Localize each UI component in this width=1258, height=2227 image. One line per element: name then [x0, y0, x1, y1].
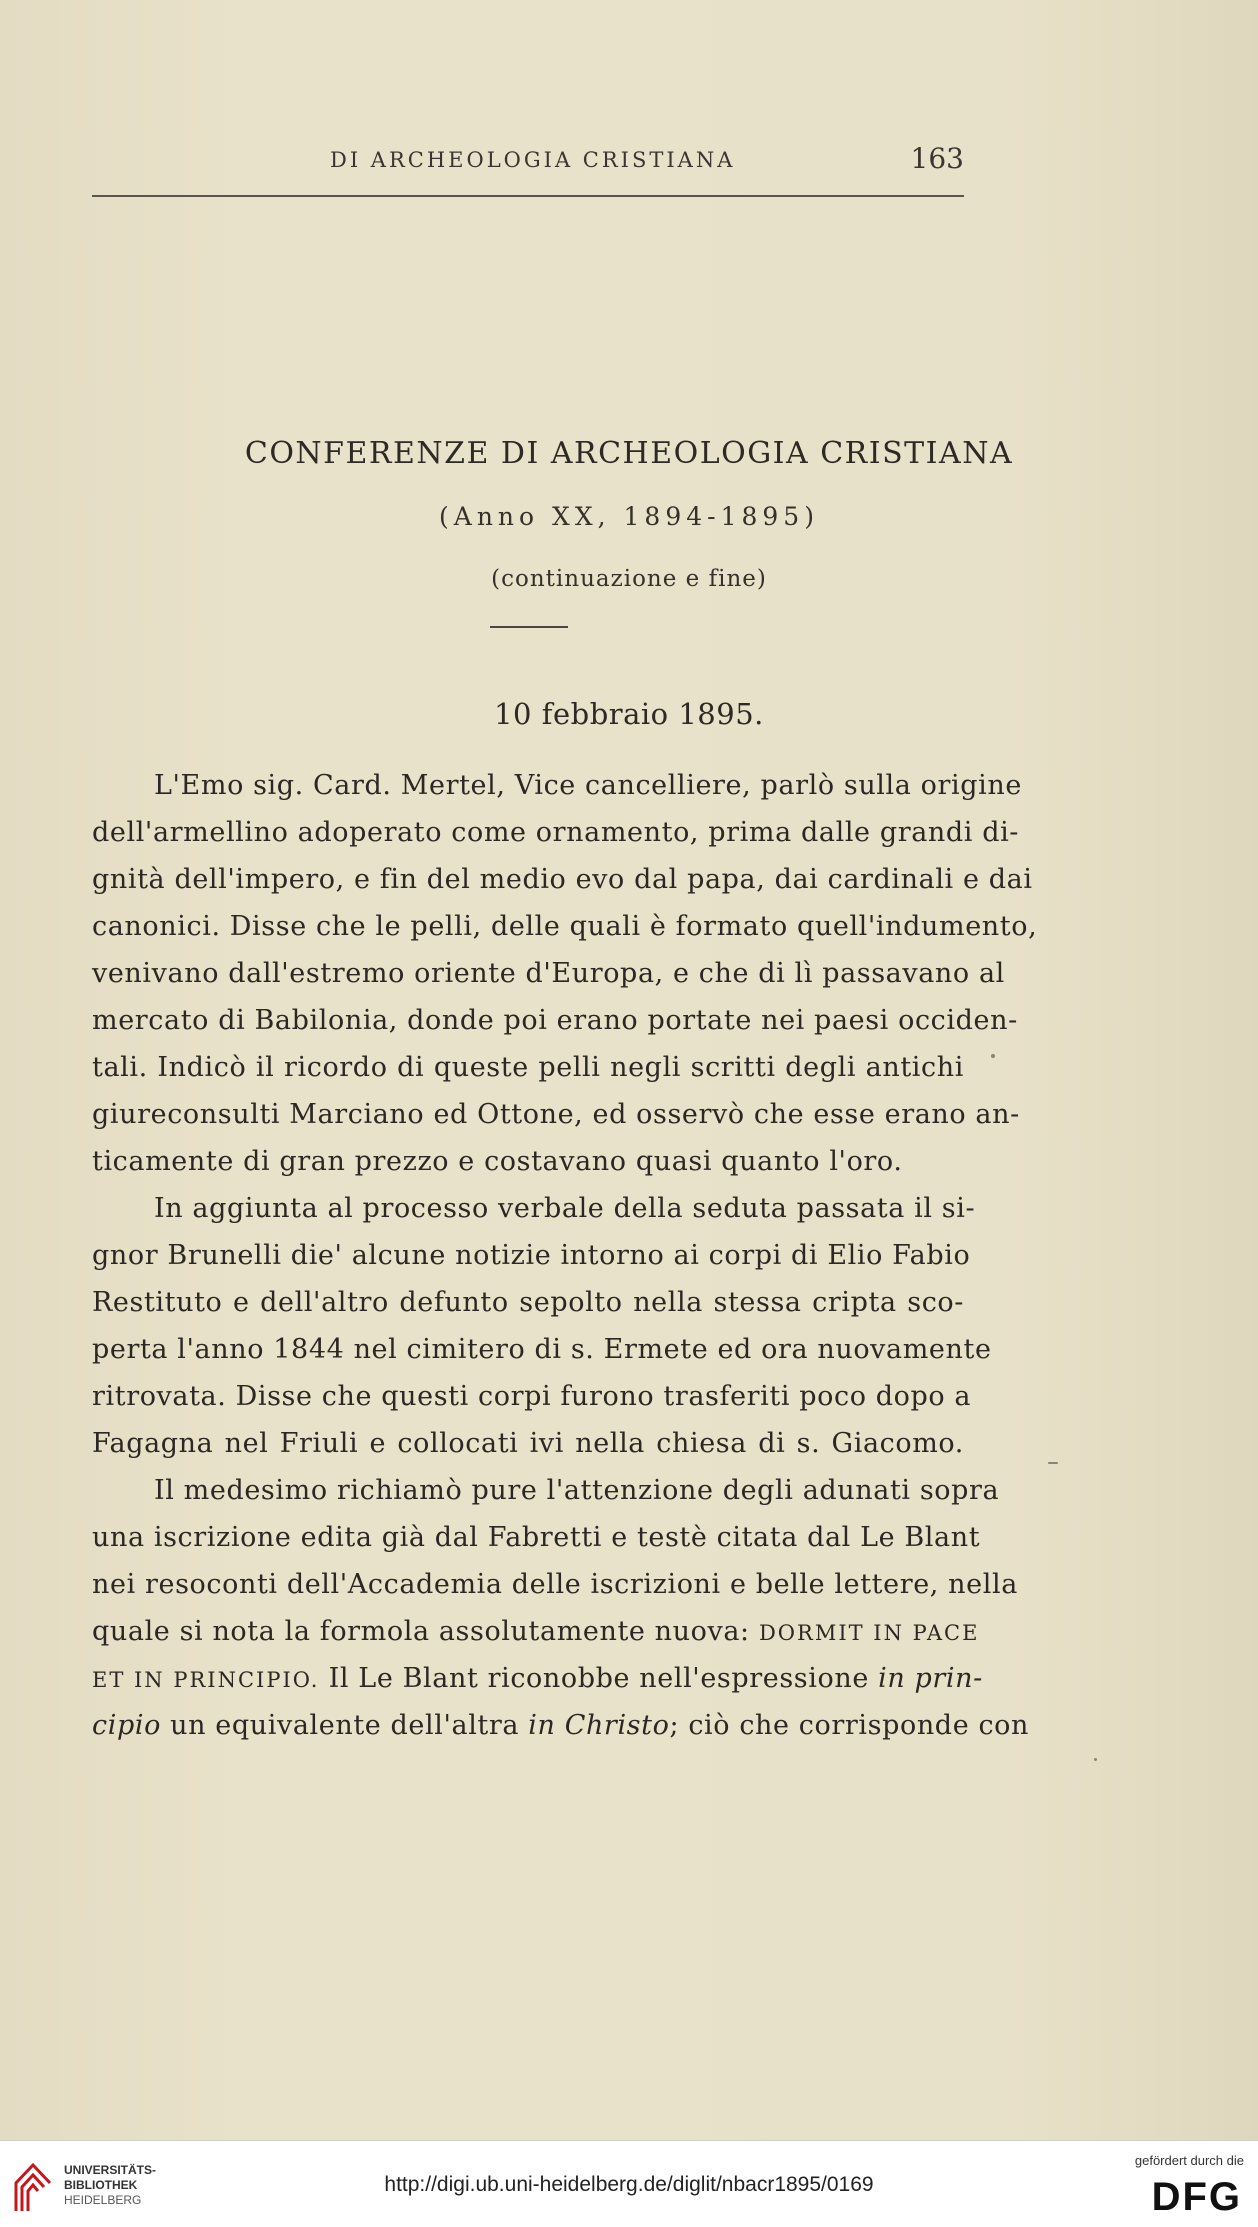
- small-caps-text: ET IN PRINCIPIO.: [92, 1668, 320, 1692]
- article-note: (continuazione e fine): [491, 566, 767, 592]
- text-line: nei resoconti dell'Accademia delle iscrizioni e belle lettere, nella: [92, 1569, 1018, 1600]
- text-line: gnità dell'impero, e fin del medio evo dal papa, dai cardinali e dai: [92, 864, 1033, 895]
- text-line: mercato di Babilonia, donde poi erano portate nei paesi occiden-: [92, 1005, 1018, 1036]
- text-segment: Il Le Blant riconobbe nell'espressione: [328, 1663, 869, 1694]
- text-line: tali. Indicò il ricordo di queste pelli negli scritti degli antichi: [92, 1052, 964, 1083]
- text-line: [92, 1655, 983, 1702]
- text-line: gnor Brunelli die' alcune notizie intorno ai corpi di Elio Fabio: [92, 1240, 971, 1271]
- body-text: [92, 762, 1038, 1749]
- article-year: (Anno XX, 1894-1895): [439, 502, 819, 531]
- text-line: L'Emo sig. Card. Mertel, Vice cancelliere, parlò sulla origine: [154, 770, 1022, 801]
- text-line: Il medesimo richiamò pure l'attenzione degli adunati sopra: [154, 1475, 1000, 1506]
- paper-speck: [1094, 1758, 1097, 1761]
- article-title: CONFERENZE DI ARCHEOLOGIA CRISTIANA: [244, 436, 1014, 471]
- text-line: ticamente di gran prezzo e costavano quasi quanto l'oro.: [92, 1146, 903, 1177]
- text-segment: un equivalente dell'altra: [170, 1710, 520, 1741]
- text-line: [92, 1702, 1030, 1749]
- text-segment: ; ciò che corrisponde con: [669, 1710, 1030, 1741]
- text-line: [92, 1608, 980, 1655]
- text-line: canonici. Disse che le pelli, delle quali è formato quell'indumento,: [92, 911, 1038, 942]
- text-line: perta l'anno 1844 nel cimitero di s. Ermete ed ora nuovamente: [92, 1334, 992, 1365]
- text-line: Fagagna nel Friuli e collocati ivi nella chiesa di s. Giacomo.: [92, 1428, 964, 1459]
- small-caps-text: DORMIT IN PACE: [758, 1621, 980, 1645]
- italic-text: cipio: [92, 1710, 161, 1741]
- text-line: venivano dall'estremo oriente d'Europa, e che di lì passavano al: [92, 958, 1005, 989]
- text-line: In aggiunta al processo verbale della seduta passata il si-: [154, 1193, 976, 1224]
- italic-text: in Christo: [528, 1710, 670, 1741]
- text-line: una iscrizione edita già dal Fabretti e testè citata dal Le Blant: [92, 1522, 981, 1553]
- section-rule: [490, 626, 568, 628]
- library-line: UNIVERSITÄTS-: [64, 2163, 157, 2177]
- permalink-url[interactable]: http://digi.ub.uni-heidelberg.de/diglit/nbacr1895/0169: [384, 2173, 874, 2196]
- session-date: 10 febbraio 1895.: [494, 697, 764, 731]
- running-title: DI ARCHEOLOGIA CRISTIANA: [330, 148, 736, 172]
- dfg-logo: DFG: [1151, 2175, 1242, 2219]
- text-line: Restituto e dell'altro defunto sepolto nella stessa cripta sco-: [92, 1287, 964, 1318]
- text-segment: quale si nota la formola assolutamente nuova:: [92, 1616, 750, 1647]
- header-rule: [92, 195, 964, 197]
- viewer-footer: [0, 2140, 1258, 2227]
- text-line: giureconsulti Marciano ed Ottone, ed osservò che esse erano an-: [92, 1099, 1020, 1130]
- italic-text: in prin-: [878, 1663, 983, 1694]
- text-line: ritrovata. Disse che questi corpi furono trasferiti poco dopo a: [92, 1381, 972, 1412]
- library-line: BIBLIOTHEK: [64, 2178, 138, 2192]
- running-head: [92, 142, 964, 182]
- library-line: HEIDELBERG: [64, 2193, 142, 2207]
- paper-speck: [991, 1054, 995, 1058]
- funding-caption: gefördert durch die: [1134, 2153, 1244, 2168]
- paper-speck: [1048, 1462, 1058, 1464]
- text-line: dell'armellino adoperato come ornamento, prima dalle grandi di-: [92, 817, 1020, 848]
- page-number: 163: [910, 142, 964, 175]
